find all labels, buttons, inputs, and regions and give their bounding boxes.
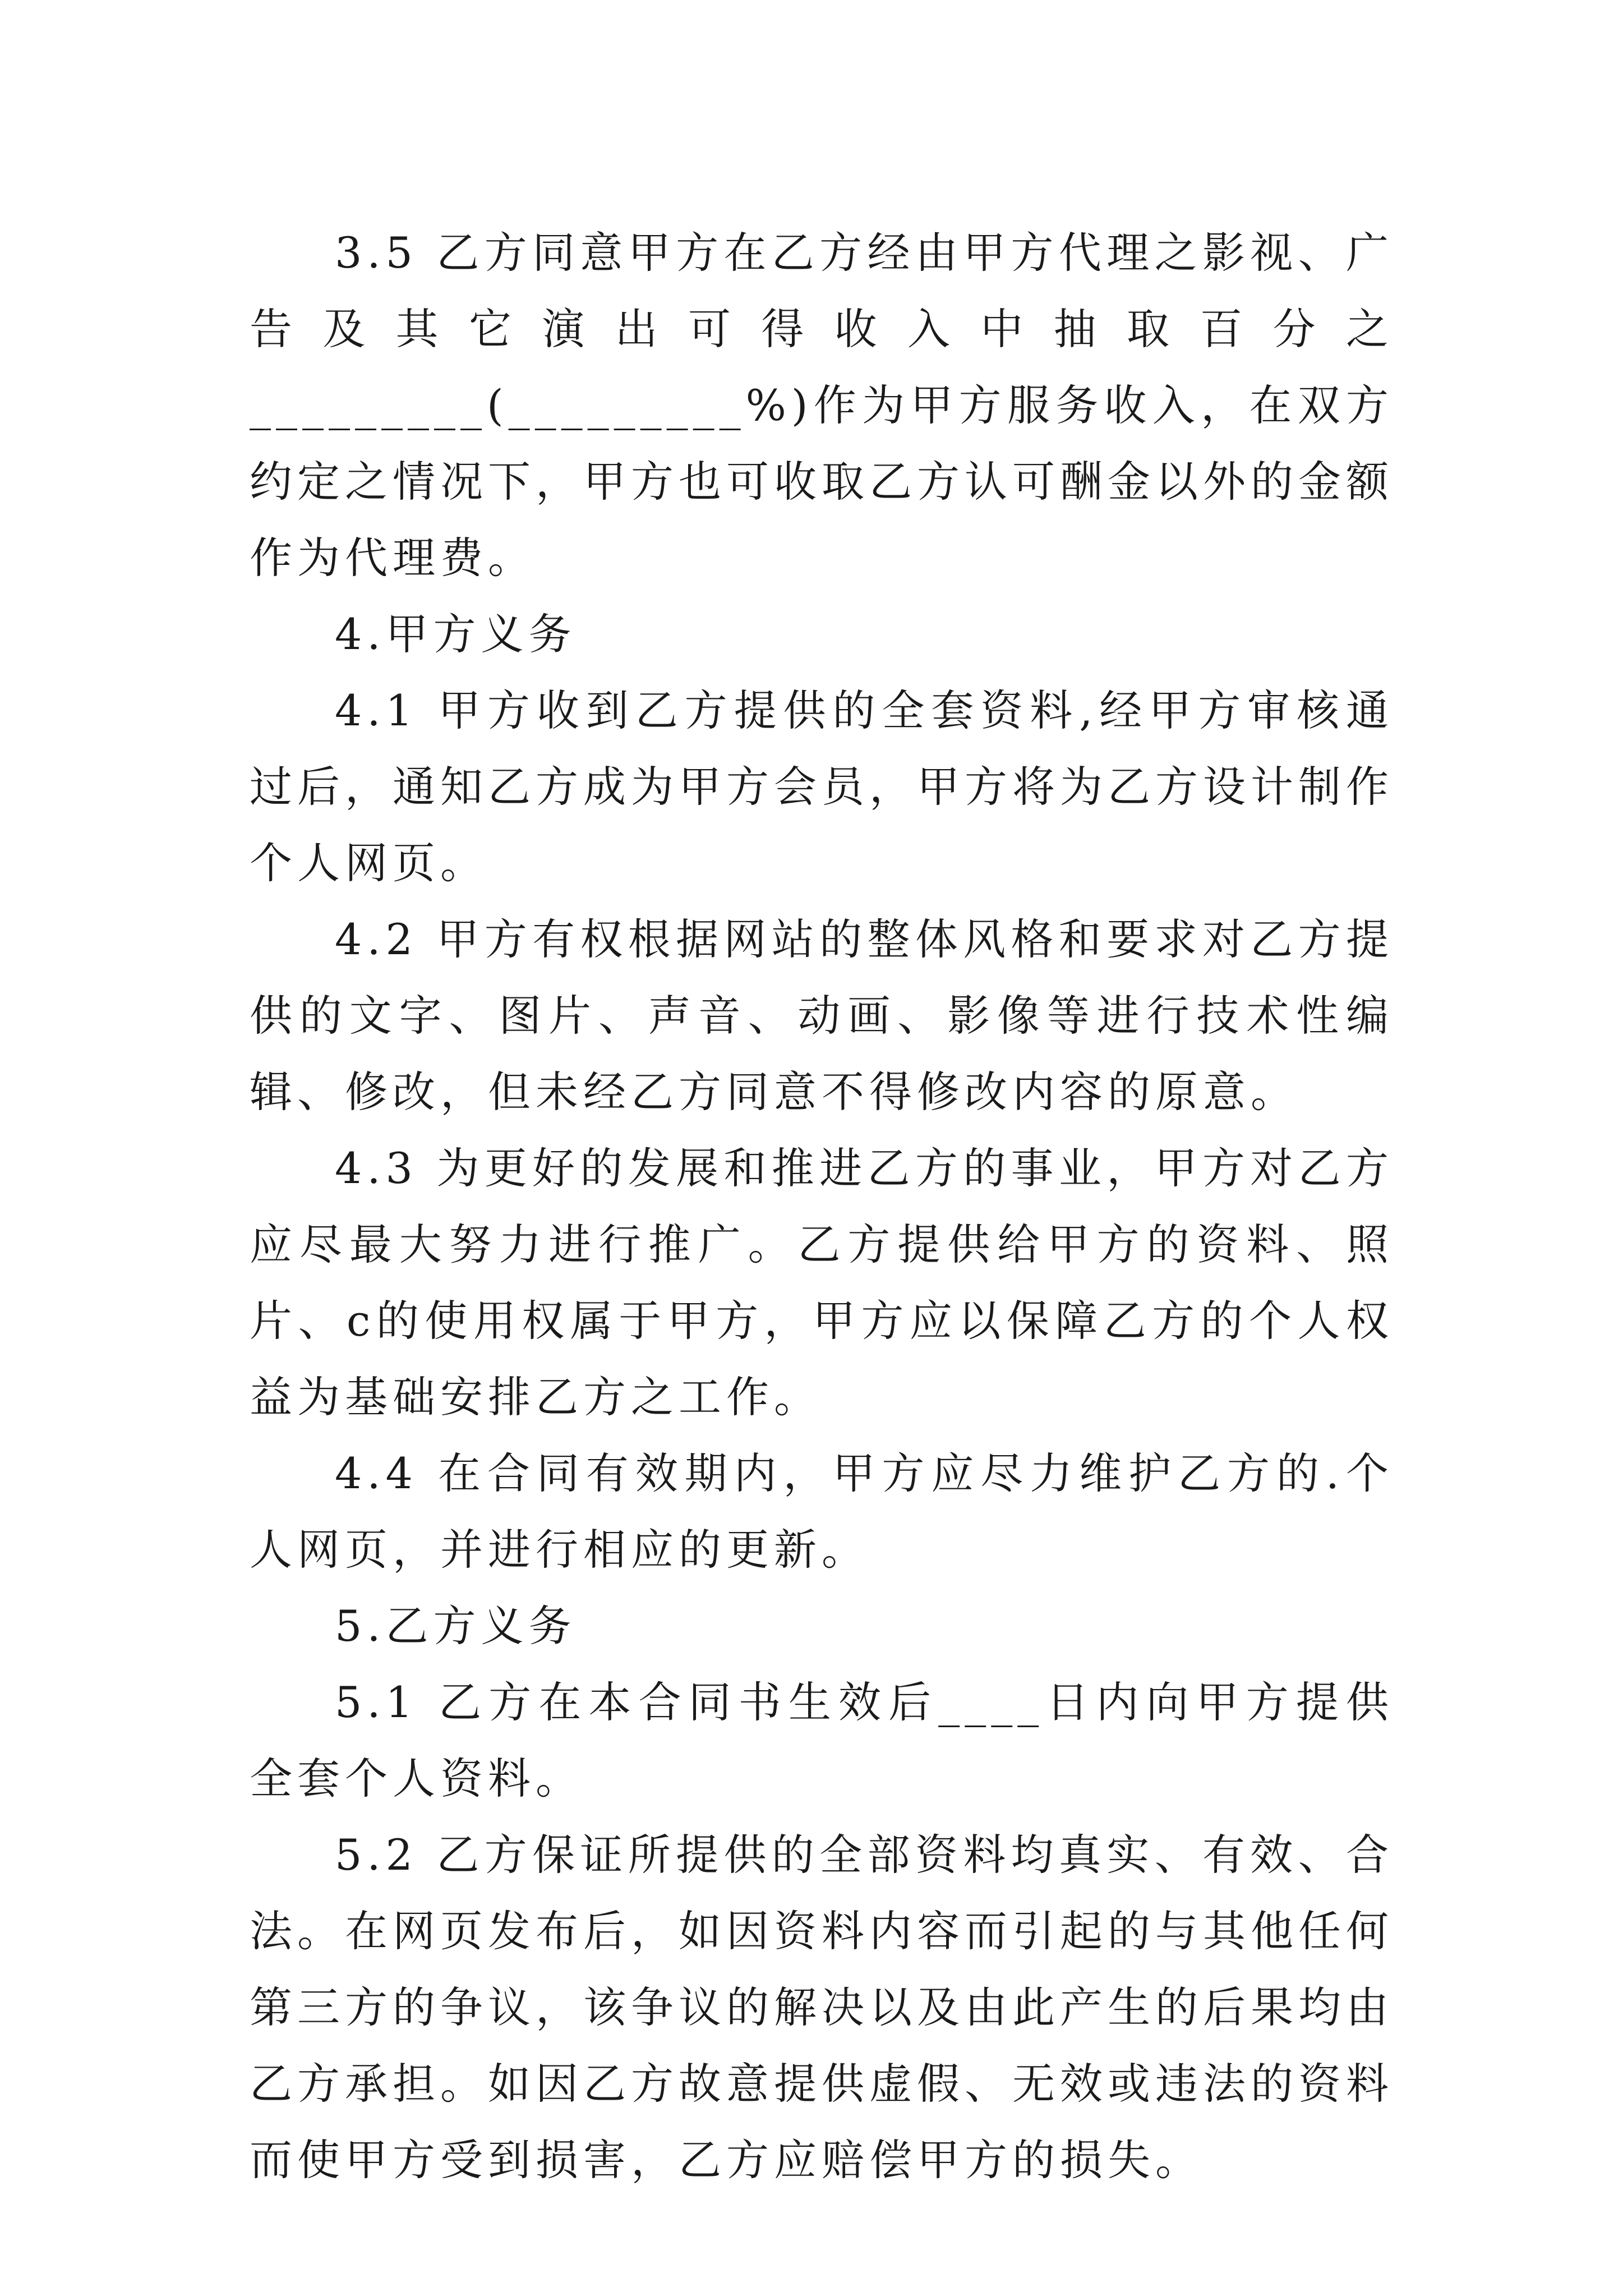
clause-4-1: 4.1 甲方收到乙方提供的全套资料,经甲方审核通过后，通知乙方成为甲方会员，甲方将为乙方设计制作个人网页。 (250, 685, 1394, 888)
clause-4-2: 4.2 甲方有权根据网站的整体风格和要求对乙方提供的文字、图片、声音、动画、影像等进行技术性编辑、修改，但未经乙方同意不得修改内容的原意。 (250, 914, 1394, 1117)
clause-4-3: 4.3 为更好的发展和推进乙方的事业，甲方对乙方应尽最大努力进行推广。乙方提供给甲方的资料、照片、c的使用权属于甲方，甲方应以保障乙方的个人权益为基础安排乙方之工作。 (250, 1143, 1394, 1422)
section-heading-5: 5.乙方义务 (335, 1601, 577, 1651)
document-body (250, 215, 1394, 2198)
clause-5-2: 5.2 乙方保证所提供的全部资料均真实、有效、合法。在网页发布后，如因资料内容而引起的与其他任何第三方的争议，该争议的解决以及由此产生的后果均由乙方承担。如因乙方故意提供虚假、无效或违法的资料而使甲方受到损害，乙方应赔偿甲方的损失。 (250, 1830, 1394, 2185)
clause-5-1: 5.1 乙方在本合同书生效后____日内向甲方提供全套个人资料。 (250, 1677, 1394, 1803)
section-heading-4: 4.甲方义务 (335, 609, 577, 659)
clause-3-5: 3.5 乙方同意甲方在乙方经由甲方代理之影视、广告及其它演出可得收入中抽取百分之_________(_________%)作为甲方服务收入，在双方约定之情况下，甲方也可收取乙方认可酬金以外的金额作为代理费。 (250, 228, 1394, 583)
clause-4-4: 4.4 在合同有效期内，甲方应尽力维护乙方的.个人网页，并进行相应的更新。 (250, 1448, 1394, 1575)
